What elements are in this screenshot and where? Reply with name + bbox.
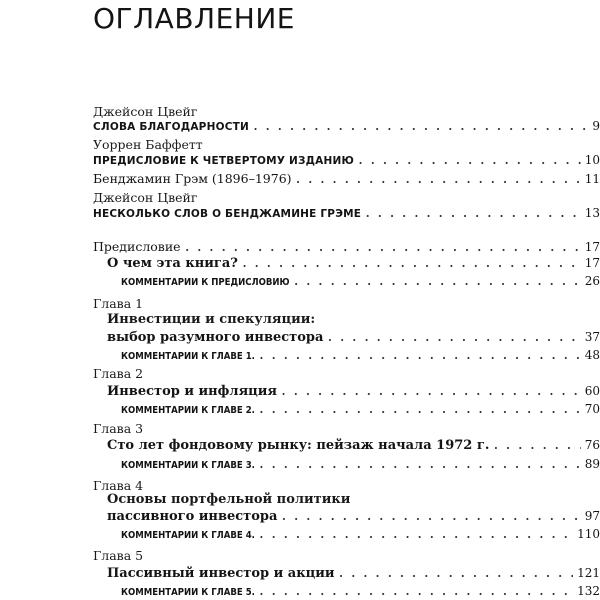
entry-title: КОММЕНТАРИИ К ГЛАВЕ 5.	[121, 587, 255, 598]
toc-entry-chapter-1-commentary[interactable]	[121, 344, 600, 362]
toc-entry-chapter-2-commentary[interactable]	[121, 398, 600, 416]
toc-entry-chapter-1[interactable]	[107, 326, 600, 344]
toc-entry-chapter-4-commentary[interactable]	[121, 523, 600, 541]
dot-leader	[281, 505, 580, 524]
dot-leader	[358, 149, 581, 168]
entry-title: НЕСКОЛЬКО СЛОВ О БЕНДЖАМИНЕ ГРЭМЕ	[93, 208, 362, 220]
dot-leader	[281, 380, 581, 399]
toc-entry-buffett-preface[interactable]	[93, 149, 600, 167]
dot-leader	[259, 398, 581, 417]
page-number: 76	[584, 438, 600, 452]
dot-leader	[294, 270, 581, 289]
chapter-label: Глава 2	[93, 366, 144, 381]
entry-author: Джейсон Цвейг	[93, 104, 198, 119]
toc-entry-chapter-2[interactable]	[107, 380, 600, 398]
chapter-title: Инвестиции и спекуляции:	[107, 312, 316, 327]
entry-author: Уоррен Баффетт	[93, 137, 203, 152]
page-number: 13	[584, 206, 600, 220]
chapter-label: Глава 5	[93, 548, 144, 563]
dot-leader	[296, 168, 581, 187]
dot-leader	[259, 523, 573, 542]
toc-entry-about-graham[interactable]	[93, 202, 600, 220]
page-number: 97	[584, 509, 600, 523]
entry-title: КОММЕНТАРИИ К ГЛАВЕ 3.	[121, 460, 255, 471]
page-number: 26	[584, 274, 600, 288]
entry-title: Предисловие	[93, 239, 181, 254]
entry-title: О чем эта книга?	[107, 256, 238, 271]
page-number: 17	[584, 256, 600, 270]
page-number: 132	[577, 584, 600, 598]
entry-title: КОММЕНТАРИИ К ГЛАВЕ 1.	[121, 351, 255, 362]
page-number: 37	[584, 330, 600, 344]
entry-title: СЛОВА БЛАГОДАРНОСТИ	[93, 121, 249, 133]
entry-author: Джейсон Цвейг	[93, 190, 198, 205]
entry-title: КОММЕНТАРИИ К ГЛАВЕ 4.	[121, 530, 255, 541]
entry-title: КОММЕНТАРИИ К ГЛАВЕ 2.	[121, 405, 255, 416]
entry-title: Бенджамин Грэм (1896–1976)	[93, 171, 292, 186]
toc-entry-chapter-5[interactable]	[107, 562, 600, 580]
page-number: 17	[584, 240, 600, 254]
page-number: 121	[577, 566, 600, 580]
toc-entry-chapter-5-commentary[interactable]	[121, 580, 600, 598]
toc-entry-graham[interactable]	[93, 168, 600, 186]
page-number: 11	[584, 172, 600, 186]
entry-title: Сто лет фондовому рынку: пейзаж начала 1972 г.	[107, 438, 490, 453]
dot-leader	[339, 562, 574, 581]
toc-entry-chapter-4[interactable]	[107, 505, 600, 523]
dot-leader	[493, 434, 580, 453]
dot-leader	[242, 252, 581, 271]
entry-title: Пассивный инвестор и акции	[107, 566, 335, 581]
toc-entry-acknowledgements[interactable]	[93, 115, 600, 133]
page-number: 89	[584, 457, 600, 471]
toc-entry-chapter-3-commentary[interactable]	[121, 453, 600, 471]
entry-title: пассивного инвестора	[107, 509, 278, 524]
chapter-label: Глава 1	[93, 296, 144, 311]
entry-title: ПРЕДИСЛОВИЕ К ЧЕТВЕРТОМУ ИЗДАНИЮ	[93, 155, 355, 167]
page-number: 48	[584, 348, 600, 362]
page-number: 110	[577, 527, 600, 541]
chapter-label: Глава 4	[93, 478, 144, 493]
chapter-title: Основы портфельной политики	[107, 492, 351, 507]
entry-title: Инвестор и инфляция	[107, 384, 278, 399]
page-number: 60	[584, 384, 600, 398]
table-of-contents	[93, 0, 600, 600]
toc-entry-chapter-3[interactable]	[107, 434, 600, 452]
toc-entry-intro-commentary[interactable]	[121, 270, 600, 288]
dot-leader	[365, 202, 581, 221]
dot-leader	[253, 115, 588, 134]
page-title: ОГЛАВЛЕНИЕ	[93, 2, 295, 35]
entry-title: КОММЕНТАРИИ К ПРЕДИСЛОВИЮ	[121, 277, 290, 288]
page-number: 70	[584, 402, 600, 416]
entry-title: выбор разумного инвестора	[107, 330, 324, 345]
dot-leader	[259, 453, 581, 472]
dot-leader	[259, 580, 573, 599]
chapter-label: Глава 3	[93, 421, 144, 436]
dot-leader	[259, 344, 581, 363]
toc-entry-about-book[interactable]	[107, 252, 600, 270]
page-number: 9	[592, 119, 600, 133]
dot-leader	[327, 326, 580, 345]
page-number: 10	[584, 153, 600, 167]
